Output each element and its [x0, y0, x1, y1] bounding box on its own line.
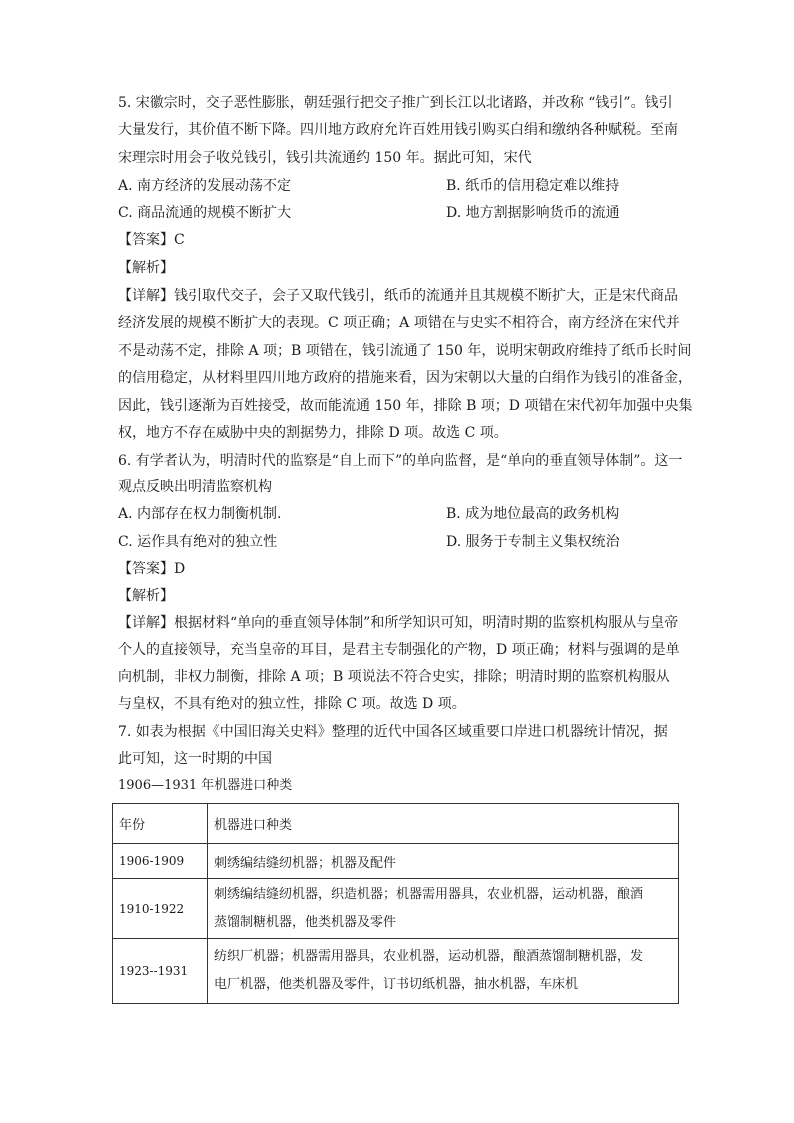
- q5-detail-line-3: 不是动荡不定，排除 A 项；B 项错在，钱引流通了 150 年，说明宋朝政府维持了纸币长时间: [118, 343, 692, 359]
- table-cell-year: 1906-1909: [113, 844, 208, 879]
- table-header-year: 年份: [113, 804, 208, 844]
- q6-answer: 【答案】D: [118, 561, 186, 577]
- table-cell-line: 纺织厂机器；机器需用器具，农业机器，运动机器，酿酒蒸馏制糖机器，发: [214, 949, 644, 964]
- table-header-types: 机器进口种类: [208, 804, 679, 844]
- q6-option-a: A. 内部存在权力制衡机制.: [118, 506, 282, 522]
- q5-option-c: C. 商品流通的规模不断扩大: [118, 205, 292, 221]
- table-cell-line: 电厂机器，他类机器及零件，订书切纸机器，抽水机器，车床机: [214, 977, 579, 992]
- table-cell-line: 刺绣编结缝纫机器，织造机器；机器需用器具，农业机器，运动机器，酿酒: [214, 886, 644, 902]
- q5-option-d: D. 地方割据影响货币的流通: [446, 205, 620, 221]
- q6-detail-line-1: 【详解】根据材料“单向的垂直领导体制”和所学知识可知，明清时期的监察机构服从与皇帝: [118, 615, 679, 631]
- table-cell-types: [208, 879, 679, 939]
- q5-stem-line-3: 宋理宗时用会子收兑钱引，钱引共流通约 150 年。据此可知，宋代: [118, 150, 532, 166]
- q5-option-b: B. 纸币的信用稳定难以维持: [446, 178, 620, 194]
- table-header-row: [113, 804, 679, 844]
- machine-import-table: [112, 803, 679, 1004]
- q6-stem-line-2: 观点反映出明清监察机构: [118, 479, 272, 495]
- q5-analysis-label: 【解析】: [118, 260, 174, 276]
- table-row: [113, 844, 679, 879]
- q7-stem-line-1: 7. 如表为根据《中国旧海关史料》整理的近代中国各区域重要口岸进口机器统计情况，据: [118, 724, 668, 740]
- q6-analysis-label: 【解析】: [118, 588, 174, 604]
- q5-detail-line-6: 权，地方不存在威胁中央的割据势力，排除 D 项。故选 C 项。: [118, 425, 508, 441]
- table-row: [113, 879, 679, 939]
- q5-stem-line-1: 5. 宋徽宗时，交子恶性膨胀，朝廷强行把交子推广到长江以北诸路，并改称 “钱引”。钱引: [118, 95, 673, 111]
- q6-detail-line-3: 向机制，非权力制衡，排除 A 项；B 项说法不符合史实，排除；明清时期的监察机构服从: [118, 669, 670, 685]
- q7-table-title: 1906—1931 年机器进口种类: [118, 778, 293, 793]
- q6-stem-line-1: 6. 有学者认为，明清时代的监察是“自上而下”的单向监督，是“单向的垂直领导体制”。这一: [118, 453, 683, 469]
- table-cell-types: [208, 939, 679, 1004]
- q5-answer: 【答案】C: [118, 232, 185, 248]
- table-cell-year: 1910-1922: [113, 879, 208, 939]
- q5-detail-line-1: 【详解】钱引取代交子，会子又取代钱引，纸币的流通并且其规模不断扩大，正是宋代商品: [118, 288, 678, 304]
- q6-detail-line-4: 与皇权，不具有绝对的独立性，排除 C 项。故选 D 项。: [118, 696, 466, 712]
- q7-stem-line-2: 此可知，这一时期的中国: [118, 751, 272, 767]
- table-row: [113, 939, 679, 1004]
- table-cell-line: 刺绣编结缝纫机器；机器及配件: [214, 855, 397, 871]
- q5-stem-line-2: 大量发行，其价值不断下降。四川地方政府允许百姓用钱引购买白绢和缴纳各种赋税。至南: [118, 122, 678, 138]
- q5-detail-line-2: 经济发展的规模不断扩大的表现。C 项正确；A 项错在与史实不相符合，南方经济在宋代并: [118, 315, 680, 331]
- q6-option-d: D. 服务于专制主义集权统治: [446, 534, 620, 550]
- q6-option-b: B. 成为地位最高的政务机构: [446, 506, 620, 522]
- table-cell-types: [208, 844, 679, 879]
- q5-option-a: A. 南方经济的发展动荡不定: [118, 178, 292, 194]
- table-cell-year: 1923--1931: [113, 939, 208, 1004]
- q6-option-c: C. 运作具有绝对的独立性: [118, 534, 278, 550]
- q5-detail-line-5: 因此，钱引逐渐为百姓接受，故而能流通 150 年，排除 B 项；D 项错在宋代初年加强中央集: [118, 398, 693, 414]
- table-cell-line: 蒸馏制糖机器，他类机器及零件: [214, 914, 397, 930]
- q6-detail-line-2: 个人的直接领导，充当皇帝的耳目，是君主专制强化的产物，D 项正确；材料与强调的是单: [118, 642, 680, 658]
- q5-detail-line-4: 的信用稳定，从材料里四川地方政府的措施来看，因为宋朝以大量的白绢作为钱引的准备金，: [118, 370, 692, 386]
